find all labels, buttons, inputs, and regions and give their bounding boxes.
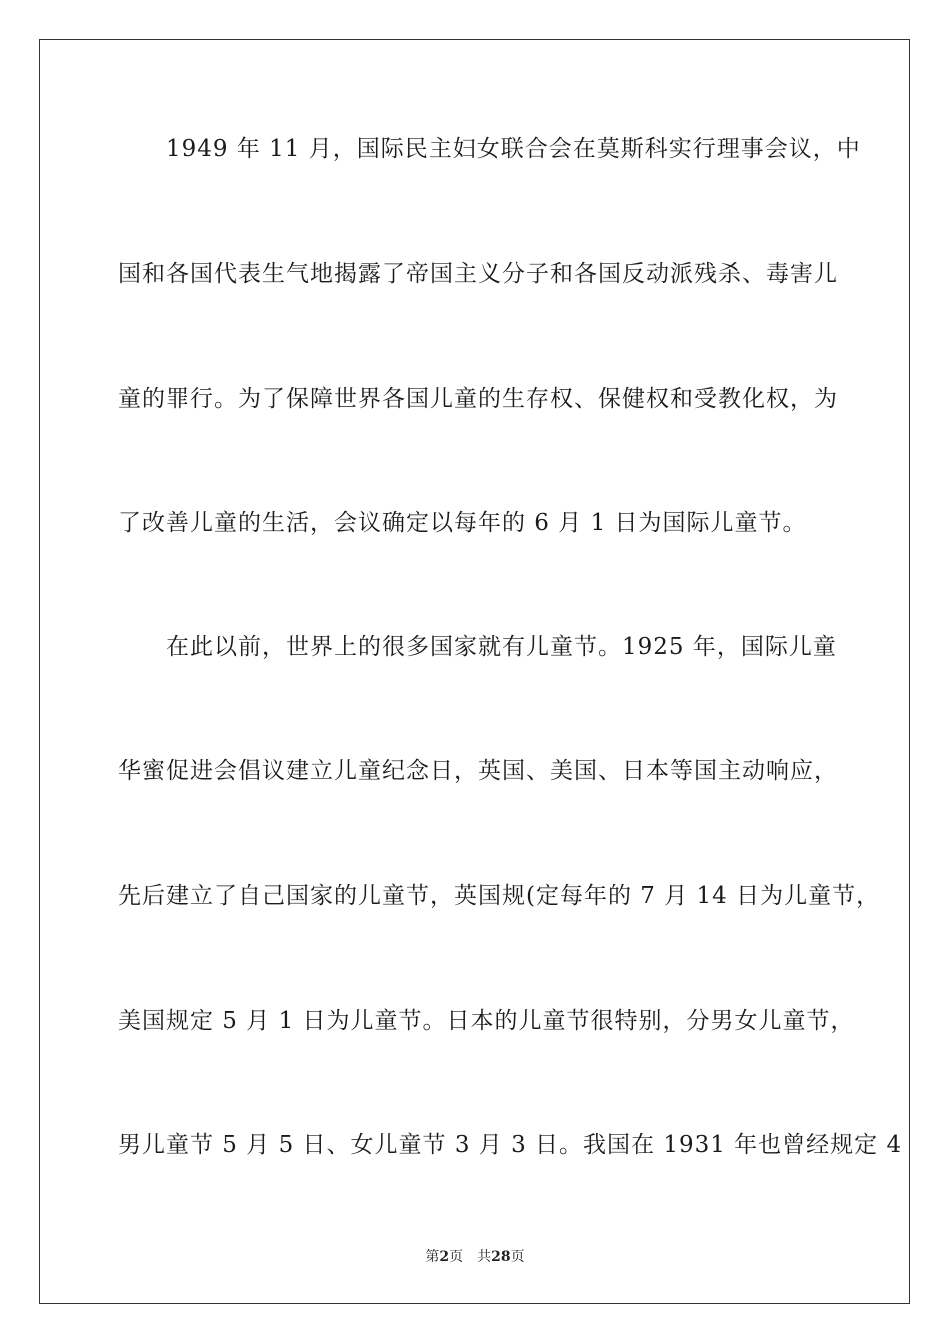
footer-total-pages: 28 xyxy=(491,1249,511,1265)
text-line-6: 华蜜促进会倡议建立儿童纪念日，英国、美国、日本等国主动响应， xyxy=(118,758,838,784)
text-line-7: 先后建立了自己国家的儿童节，英国规(定每年的 7 月 14 日为儿童节， xyxy=(118,883,881,909)
footer-total-suffix: 页 xyxy=(510,1249,525,1265)
text-line-8: 美国规定 5 月 1 日为儿童节。日本的儿童节很特别，分男女儿童节， xyxy=(118,1008,855,1034)
text-line-5: 在此以前，世界上的很多国家就有儿童节。1925 年，国际儿童 xyxy=(166,634,837,660)
page-border xyxy=(39,39,910,1304)
footer-page-prefix: 第 xyxy=(425,1249,440,1265)
text-line-1: 1949 年 11 月，国际民主妇女联合会在莫斯科实行理事会议，中 xyxy=(166,136,861,162)
text-line-9: 男儿童节 5 月 5 日、女儿童节 3 月 3 日。我国在 1931 年也曾经规定 4 xyxy=(118,1132,903,1158)
footer-page-number: 2 xyxy=(439,1249,450,1265)
text-line-3: 童的罪行。为了保障世界各国儿童的生存权、保健权和受教化权，为 xyxy=(118,386,838,412)
text-line-2: 国和各国代表生气地揭露了帝国主义分子和各国反动派残杀、毒害儿 xyxy=(118,261,838,287)
text-line-4: 了改善儿童的生活，会议确定以每年的 6 月 1 日为国际儿童节。 xyxy=(118,510,807,536)
page-footer xyxy=(0,1247,950,1267)
footer-page-suffix: 页 xyxy=(449,1249,464,1265)
footer-total-prefix: 共 xyxy=(477,1249,492,1265)
